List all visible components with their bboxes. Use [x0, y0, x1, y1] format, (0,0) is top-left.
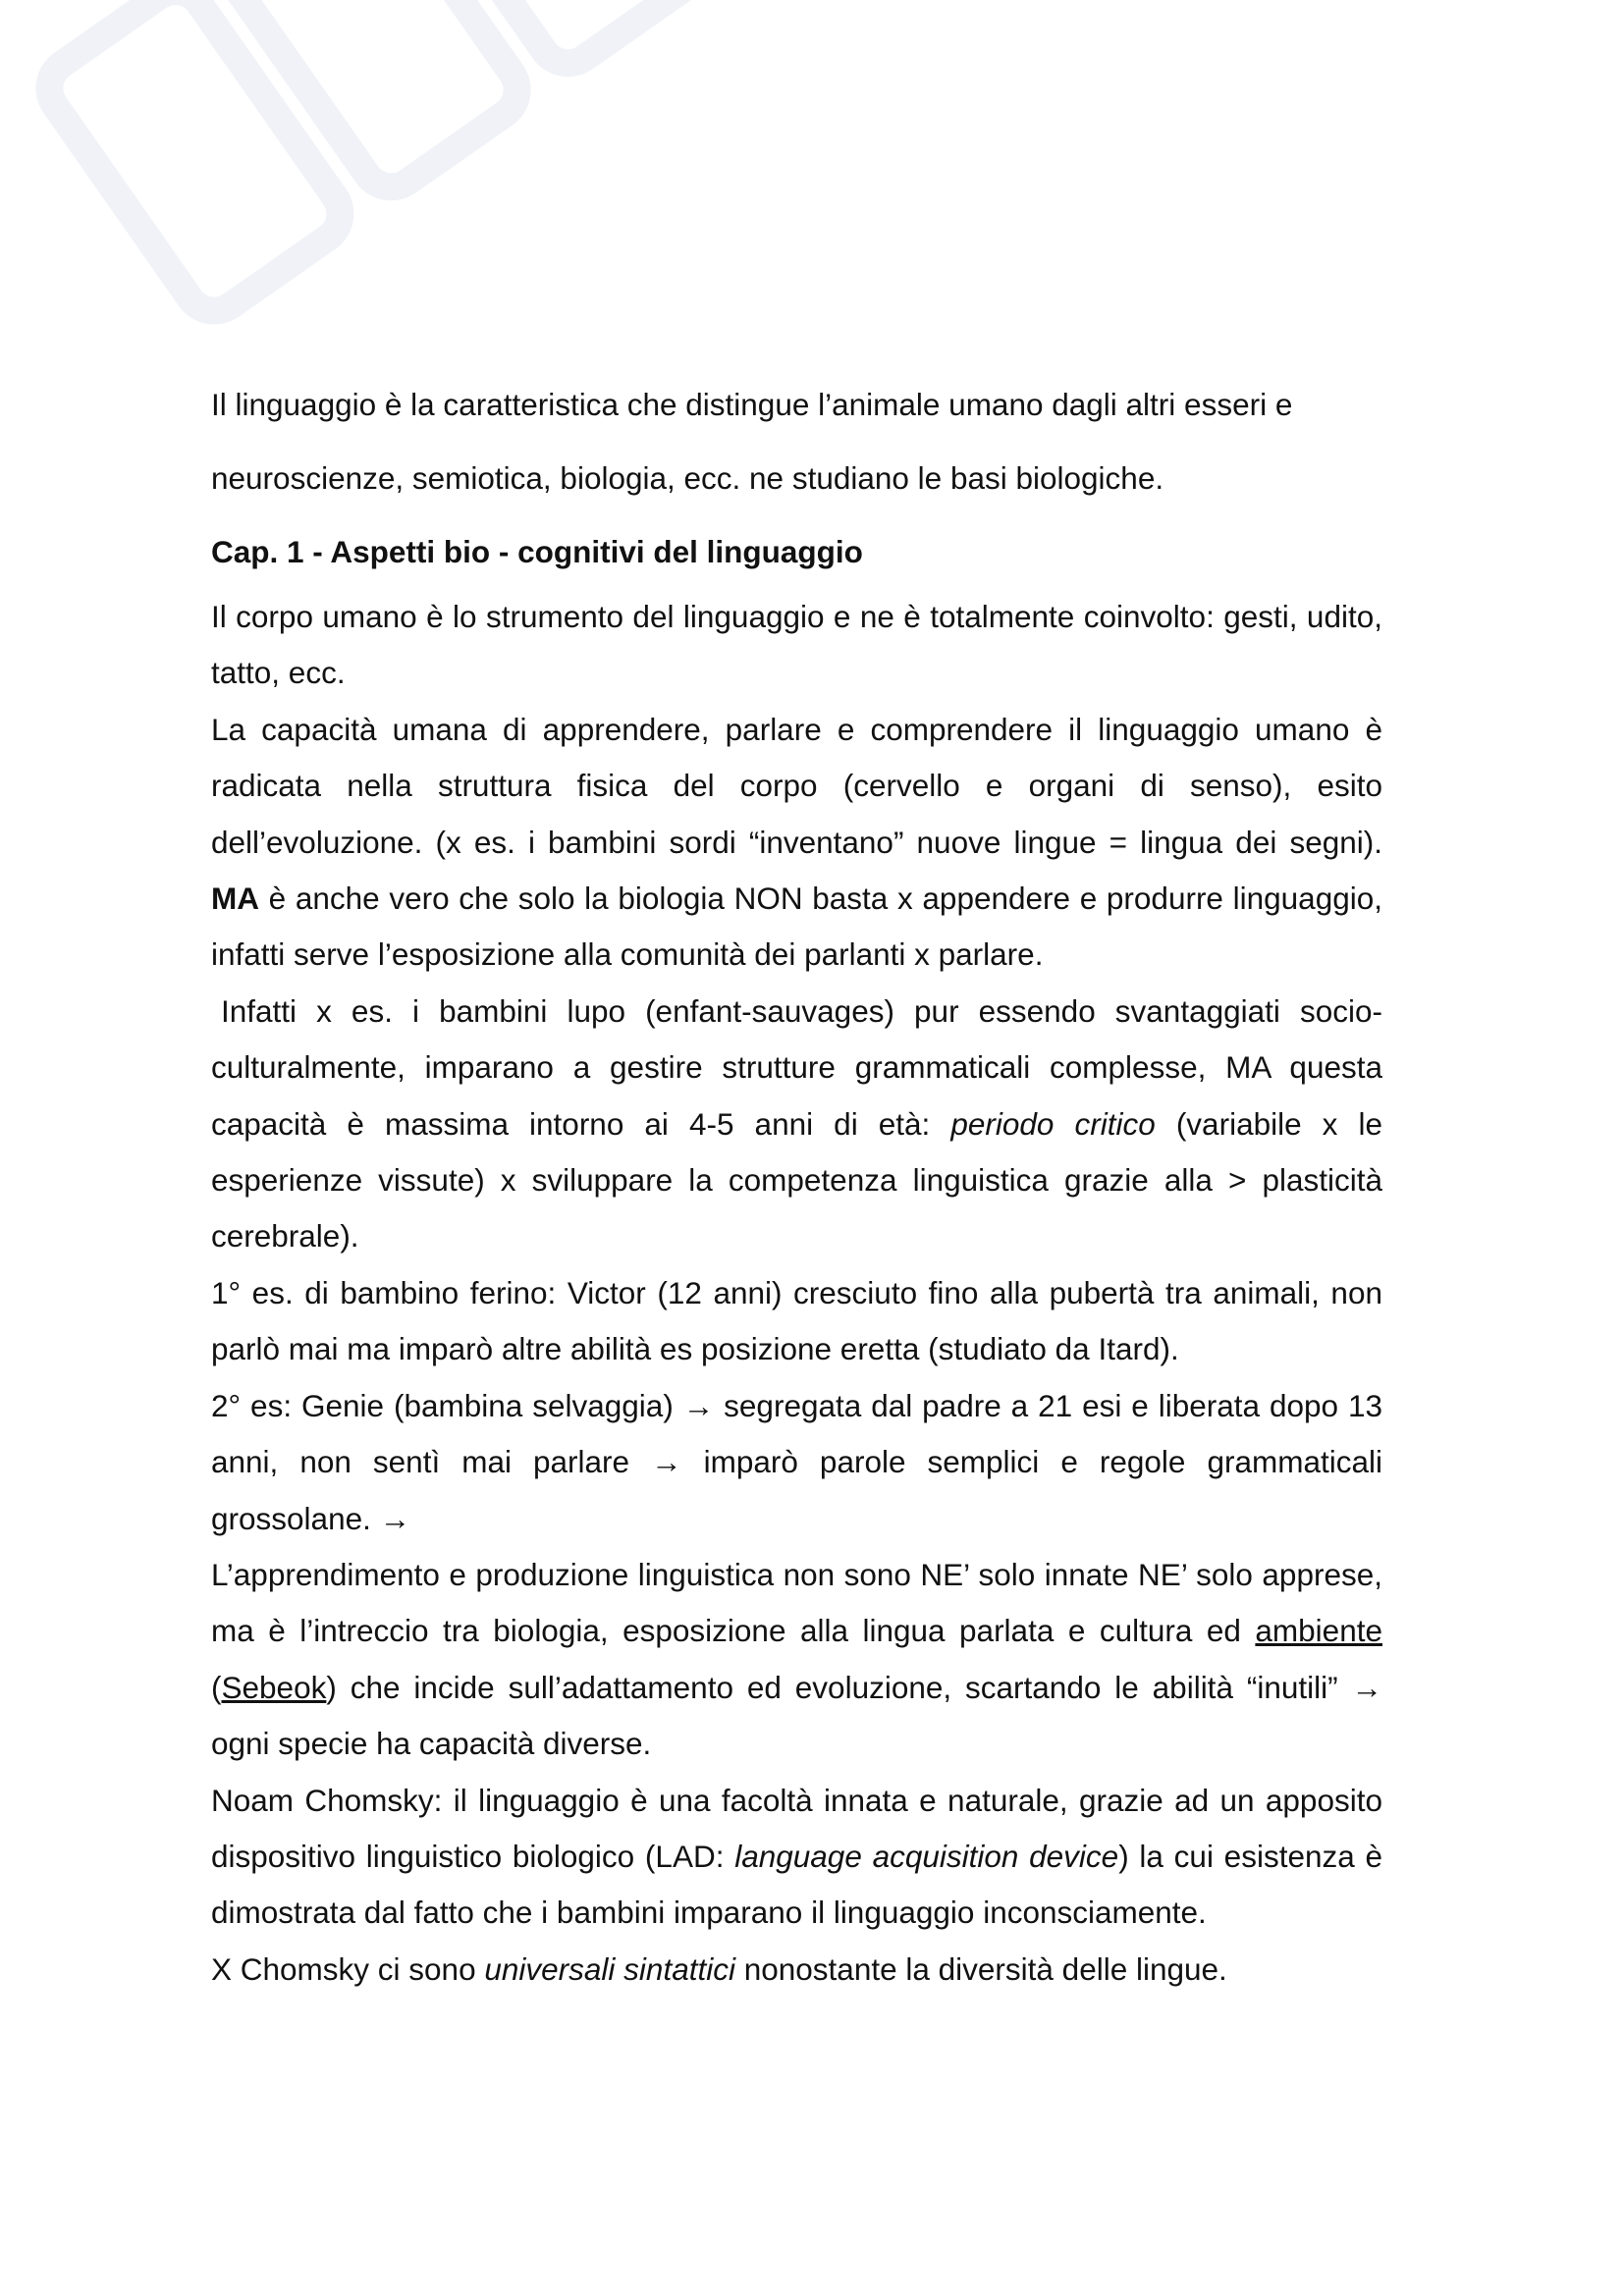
paragraph-chomsky: [211, 1773, 1382, 1942]
paragraph-genie: 2° es: Genie (bambina selvaggia) → segregata dal padre a 21 esi e liberata dopo 13 anni, non sentì mai parlare → imparò parole semplici e regole grammaticali grossolane. →: [211, 1387, 1382, 1536]
intro-line-2: neuroscienze, semiotica, biologia, ecc. ne studiano le basi biologiche.: [211, 460, 1164, 496]
text-run: nonostante la diversità delle lingue.: [734, 1950, 1227, 1987]
document-body: [211, 368, 1382, 1998]
text-run: X Chomsky ci sono: [211, 1950, 485, 1987]
italic-term: periodo critico: [950, 1105, 1156, 1142]
paragraph-universals: [211, 1942, 1382, 1998]
intro-line-1: Il linguaggio è la caratteristica che distingue l’animale umano dagli altri esseri e: [211, 387, 1293, 422]
text-run: L’apprendimento e produzione linguistica non sono NE’ solo innate NE’ solo apprese, ma è l’intreccio tra biologia, esposizione alla lingua parlata e cultura ed: [211, 1556, 1382, 1649]
underlined-term: ambiente: [1255, 1613, 1382, 1649]
text-run: Noam Chomsky: il linguaggio è una facoltà innata e naturale, grazie ad un apposito dispositivo linguistico biologico (LAD:: [211, 1782, 1382, 1874]
italic-term: universali sintattici: [484, 1950, 735, 1987]
text-run: ) la cui esistenza è dimostrata dal fatto che i bambini imparano il linguaggio inconsciamente.: [211, 1838, 1383, 1931]
paragraph-victor: 1° es. di bambino ferino: Victor (12 anni) cresciuto fino alla pubertà tra animali, non parlò mai ma imparò altre abilità es posizione eretta (studiato da Itard).: [211, 1274, 1382, 1367]
text-run: (variabile x le esperienze vissute) x sviluppare la competenza linguistica grazie alla > plasticità cerebrale).: [211, 1105, 1383, 1255]
text-run: è anche vero che solo la biologia NON basta x appendere e produrre linguaggio, infatti serve l’esposizione alla comunità dei parlanti x parlare.: [211, 881, 1382, 973]
italic-term: language acquisition device: [734, 1838, 1119, 1874]
text-run: ) che incide sull’adattamento ed evoluzione, scartando le abilità “inutili” → ogni specie ha capacità diverse.: [211, 1669, 1382, 1762]
paragraph-environment: [211, 1547, 1382, 1773]
paragraph-body-role: Il corpo umano è lo strumento del linguaggio e ne è totalmente coinvolto: gesti, udito, tatto, ecc.: [211, 599, 1382, 691]
paragraph-critical-period: [211, 984, 1382, 1265]
text-run: (: [211, 1669, 222, 1705]
bold-text: MA: [211, 881, 259, 917]
text-run: Infatti x es. i bambini lupo (enfant-sauvages) pur essendo svantaggiati socio-culturalmente, imparano a gestire strutture grammaticali complesse, MA questa capacità è massima intorno ai 4-5 anni di età:: [211, 992, 1382, 1142]
text-run: La capacità umana di apprendere, parlare e comprendere il linguaggio umano è radicata nella struttura fisica del corpo (cervello e organi di senso), esito dell’evoluzione. (x es. i bambini sordi “inventano” nuove lingue = lingua dei segni).: [211, 711, 1382, 860]
paragraph-biology: [211, 702, 1382, 984]
underlined-name: Sebeok: [221, 1669, 327, 1705]
chapter-heading: Cap. 1 - Aspetti bio - cognitivi del linguaggio: [211, 534, 863, 569]
